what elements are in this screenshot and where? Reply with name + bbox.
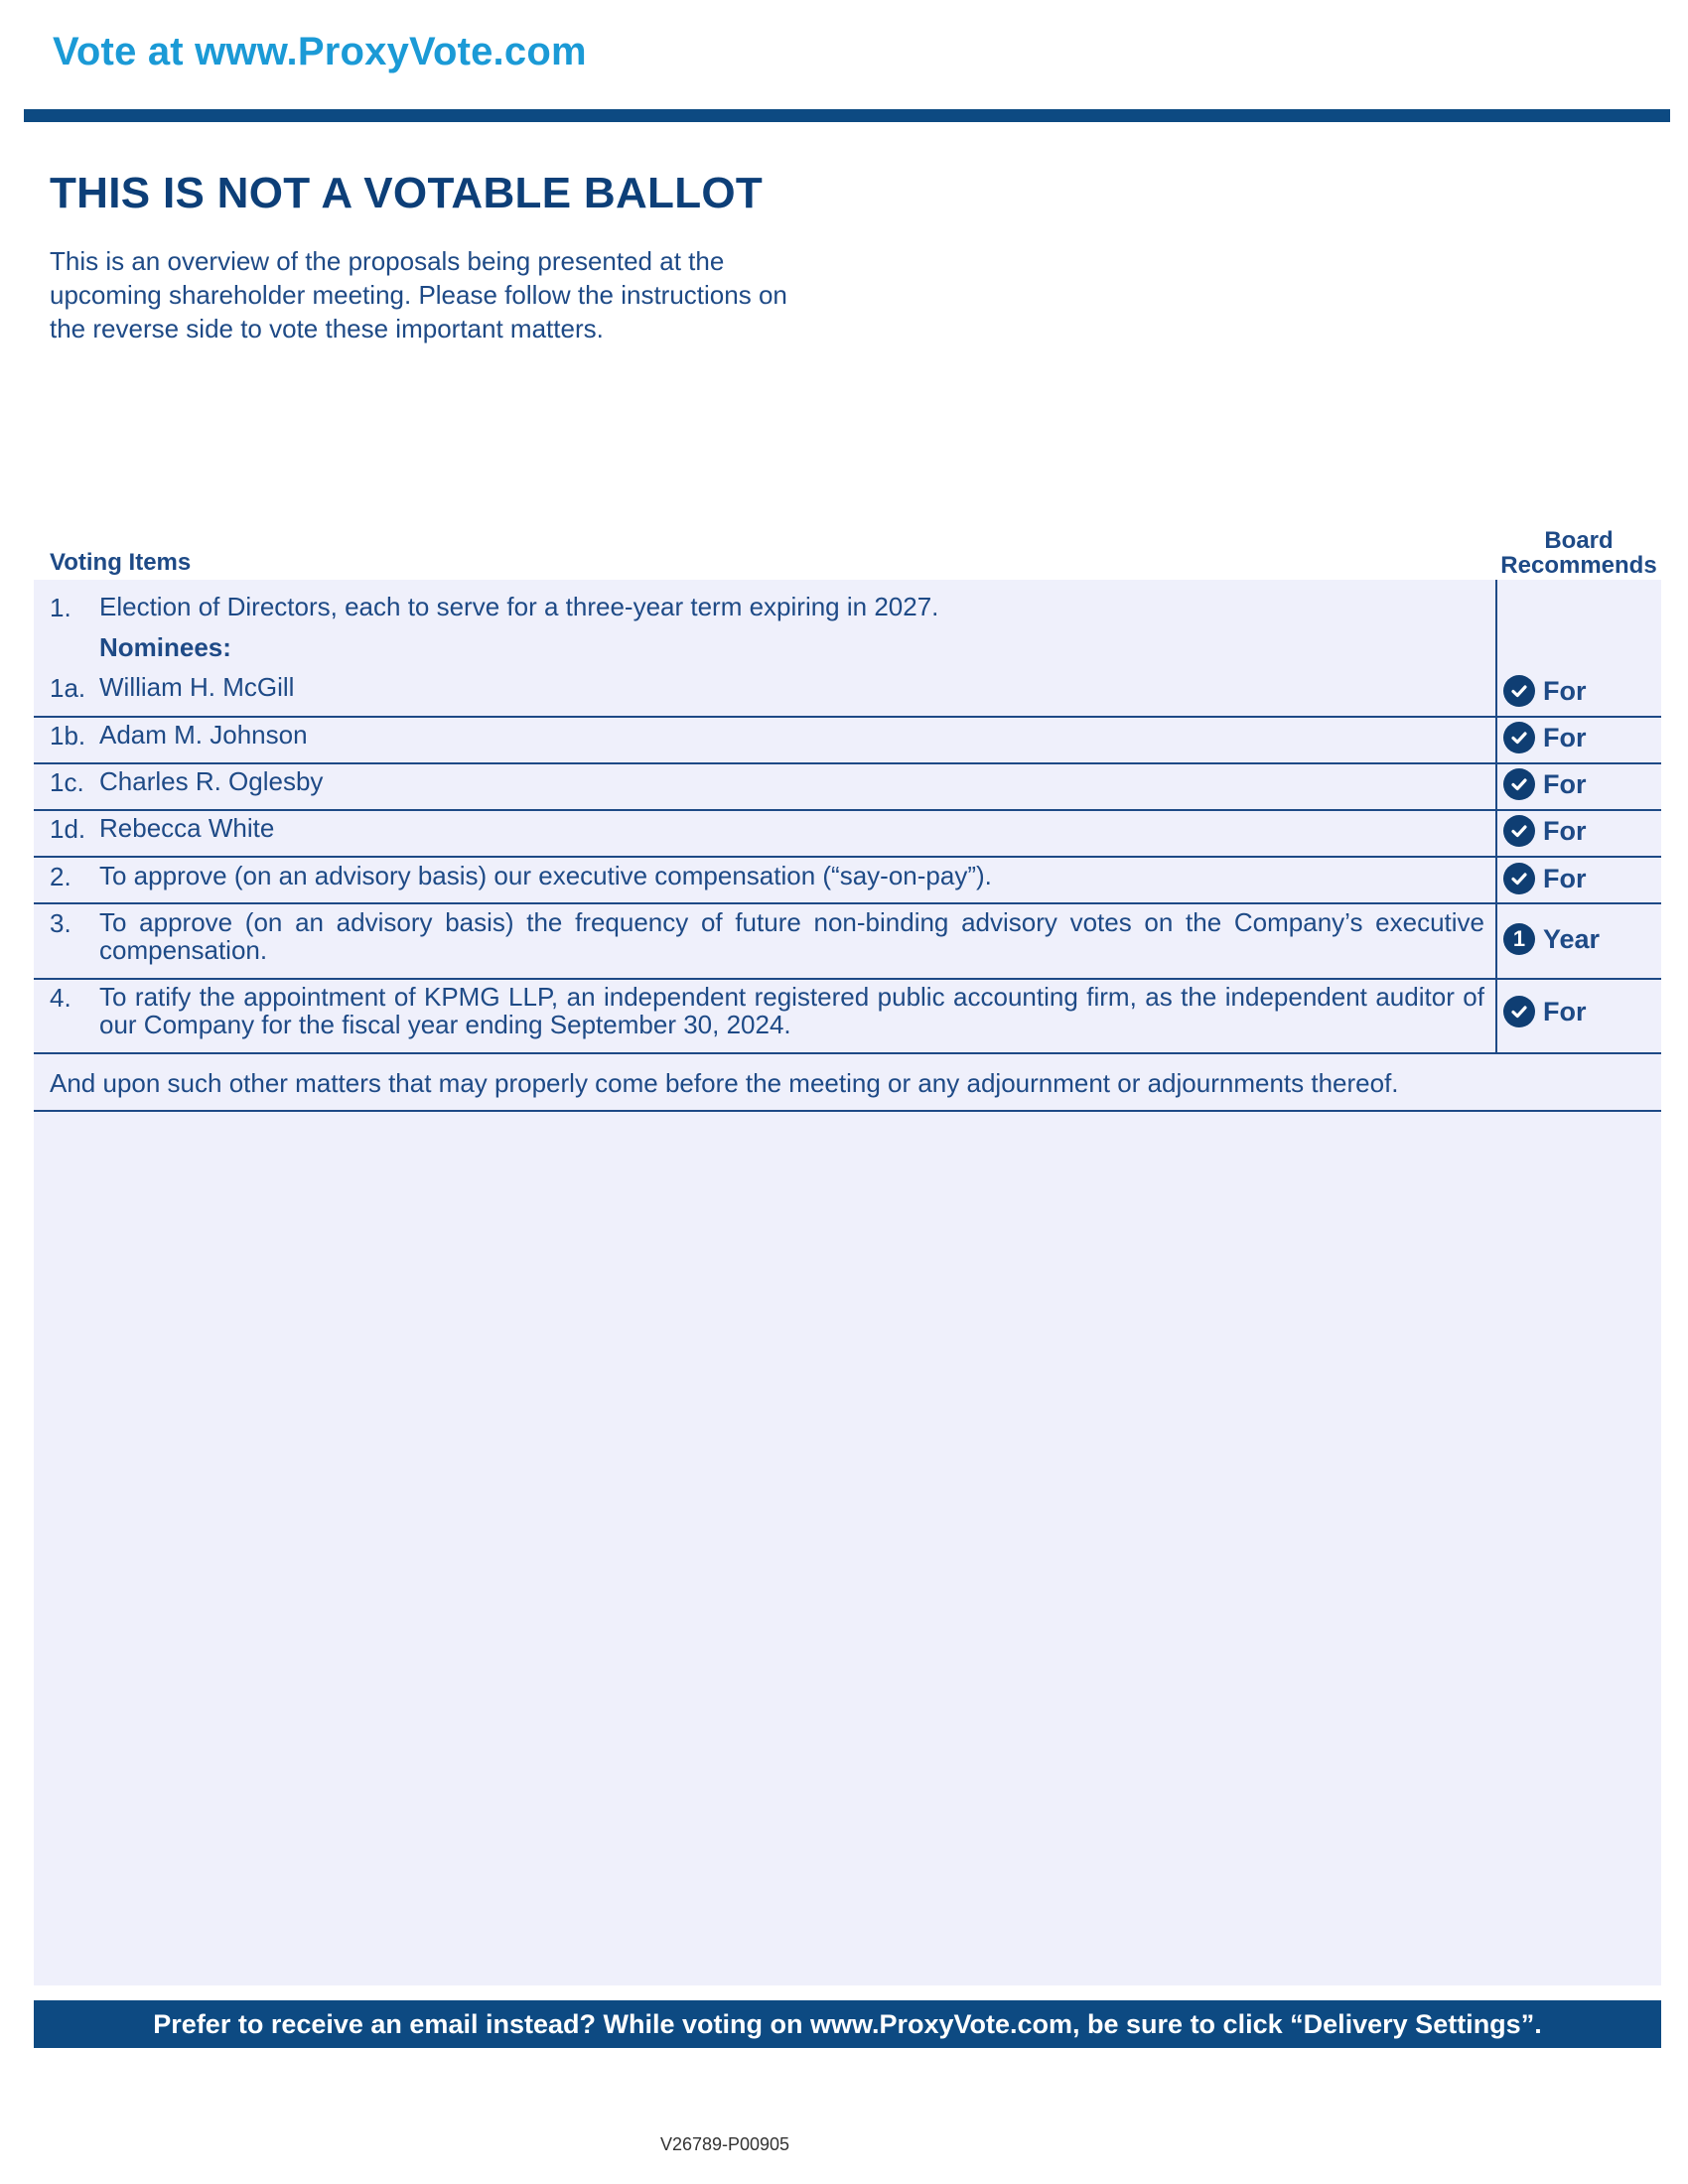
item-text: To approve (on an advisory basis) our executive compensation (“say-on-pay”). [99, 861, 992, 890]
column-header-board-recommends [1494, 528, 1663, 578]
recommendation-label: For [1543, 675, 1587, 706]
recommendation-label: Year [1543, 923, 1601, 954]
column-divider [1495, 580, 1497, 1054]
row-divider [34, 1052, 1661, 1054]
item-number: 4. [50, 983, 71, 1013]
check-circle-icon [1503, 722, 1535, 753]
recommendation [1503, 675, 1587, 707]
item-text: To approve (on an advisory basis) the frequency of future non-binding advisory votes on the Company’s executive compensation. [99, 907, 1484, 965]
recommendation [1503, 722, 1587, 753]
item-number: 2. [50, 862, 71, 891]
recommendation [1503, 863, 1587, 894]
other-matters-text: And upon such other matters that may properly come before the meeting or any adjournment or adjournments thereof. [50, 1068, 1399, 1098]
recommendation [1503, 923, 1600, 955]
check-circle-icon [1503, 863, 1535, 894]
document-code: V26789-P00905 [659, 2134, 790, 2154]
item-number: 3. [50, 908, 71, 938]
recommendation-label: For [1543, 863, 1587, 893]
intro-line: the reverse side to vote these important matters. [50, 314, 604, 343]
nominee-number: 1b. [50, 721, 86, 751]
vote-link-header: Vote at www.ProxyVote.com [53, 30, 587, 73]
nominee-number: 1c. [50, 767, 84, 797]
intro-paragraph [50, 244, 864, 345]
item-text: To ratify the appointment of KPMG LLP, an independent registered public accounting firm, as the independent auditor of our Company for the fiscal year ending September 30, 2024. [99, 982, 1484, 1039]
check-circle-icon [1503, 996, 1535, 1027]
nominee-number: 1d. [50, 814, 86, 844]
recommendation-label: For [1543, 768, 1587, 799]
row-divider [34, 809, 1661, 811]
check-circle-icon [1503, 768, 1535, 800]
nominees-label: Nominees: [99, 632, 231, 662]
row-divider [34, 762, 1661, 764]
nominee-number: 1a. [50, 673, 86, 703]
header-rule [24, 109, 1670, 122]
intro-line: upcoming shareholder meeting. Please follow the instructions on [50, 280, 787, 310]
item-number: 1. [50, 593, 71, 622]
recommendation [1503, 768, 1587, 800]
nominee-name: Charles R. Oglesby [99, 766, 324, 796]
recommendation-label: For [1543, 996, 1587, 1026]
column-header-line: Recommends [1500, 552, 1657, 579]
page-title: THIS IS NOT A VOTABLE BALLOT [50, 169, 764, 217]
nominee-name: Adam M. Johnson [99, 720, 308, 750]
row-divider [34, 902, 1661, 904]
column-header-voting-items: Voting Items [50, 549, 192, 576]
row-divider [34, 856, 1661, 858]
number-one-circle-icon [1503, 923, 1535, 955]
badge-number: 1 [1512, 926, 1526, 951]
row-divider [34, 978, 1661, 980]
recommendation-label: For [1543, 722, 1587, 752]
intro-line: This is an overview of the proposals being presented at the [50, 246, 725, 276]
column-header-line: Board [1544, 527, 1614, 554]
row-divider [34, 716, 1661, 718]
nominee-name: William H. McGill [99, 672, 295, 702]
delivery-settings-notice: Prefer to receive an email instead? While voting on www.ProxyVote.com, be sure to click “Delivery Settings”. [34, 2000, 1661, 2048]
recommendation [1503, 815, 1587, 847]
item-text: Election of Directors, each to serve for a three-year term expiring in 2027. [99, 592, 939, 621]
recommendation [1503, 996, 1587, 1027]
check-circle-icon [1503, 815, 1535, 847]
nominee-name: Rebecca White [99, 813, 275, 843]
check-circle-icon [1503, 675, 1535, 707]
row-divider [34, 1110, 1661, 1112]
recommendation-label: For [1543, 815, 1587, 846]
